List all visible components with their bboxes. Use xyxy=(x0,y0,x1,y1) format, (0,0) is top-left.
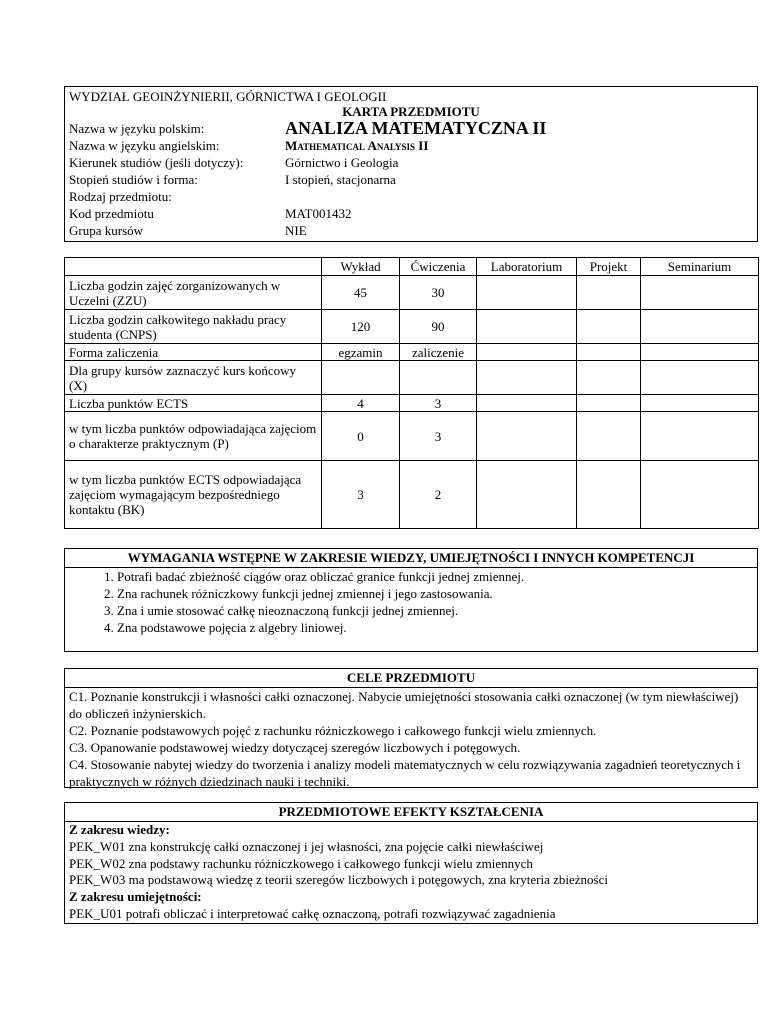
header-row-group xyxy=(69,222,753,239)
requirements-list xyxy=(65,568,757,636)
table-cell xyxy=(577,344,641,361)
column-header: Ćwiczenia xyxy=(400,258,477,276)
table-cell: 2 xyxy=(400,461,477,529)
header-key: Nazwa w języku polskim: xyxy=(69,121,205,136)
header-key: Stopień studiów i forma: xyxy=(69,172,198,187)
table-cell: 90 xyxy=(400,310,477,344)
table-row xyxy=(65,276,759,310)
row-label: Forma zaliczenia xyxy=(65,344,322,361)
header-key: Kod przedmiotu xyxy=(69,206,154,221)
row-label: Liczba godzin zajęć zorganizowanych w Uczelni (ZZU) xyxy=(65,276,322,310)
list-item: 4. Zna podstawowe pojęcia z algebry liniowej. xyxy=(117,619,757,636)
header-key: Nazwa w języku angielskim: xyxy=(69,138,220,153)
table-cell: 3 xyxy=(400,412,477,461)
column-header: Wykład xyxy=(322,258,400,276)
header-key: Grupa kursów xyxy=(69,223,144,238)
row-label: w tym liczba punktów odpowiadająca zajęciom o charakterze praktycznym (P) xyxy=(65,412,322,461)
table-cell xyxy=(477,310,577,344)
row-label: w tym liczba punktów ECTS odpowiadająca zajęciom wymagającym bezpośredniego kontaktu (BK) xyxy=(65,461,322,529)
goals-title: CELE PRZEDMIOTU xyxy=(65,669,757,688)
header-key: Kierunek studiów (jeśli dotyczy): xyxy=(69,155,244,170)
effect-item: PEK_U01 potrafi obliczać i interpretować całkę oznaczoną, potrafi rozwiązywać zagadnienia xyxy=(69,905,556,921)
table-corner-cell xyxy=(65,258,322,276)
table-cell xyxy=(477,344,577,361)
table-cell: 0 xyxy=(322,412,400,461)
header-row-code xyxy=(69,205,753,222)
effects-title: PRZEDMIOTOWE EFEKTY KSZTAŁCENIA xyxy=(65,803,757,822)
table-cell xyxy=(477,461,577,529)
header-row-field xyxy=(69,154,753,171)
table-cell xyxy=(577,412,641,461)
table-cell xyxy=(477,361,577,395)
table-cell: 45 xyxy=(322,276,400,310)
table-cell xyxy=(477,395,577,412)
row-label: Liczba godzin całkowitego nakładu pracy studenta (CNPS) xyxy=(65,310,322,344)
header-row-polish-name xyxy=(69,120,753,137)
table-cell xyxy=(400,361,477,395)
table-cell: 4 xyxy=(322,395,400,412)
table-cell xyxy=(577,276,641,310)
table-cell xyxy=(577,361,641,395)
effects-section xyxy=(64,802,758,924)
effect-item: PEK_W02 zna podstawy rachunku różniczkowego i całkowego funkcji wielu zmiennych xyxy=(69,855,533,871)
course-name-polish: ANALIZA MATEMATYCZNA II xyxy=(285,118,547,138)
course-group: NIE xyxy=(285,223,307,238)
table-cell xyxy=(641,395,759,412)
table-row xyxy=(65,310,759,344)
table-cell xyxy=(577,461,641,529)
course-header-box xyxy=(64,86,758,242)
table-cell xyxy=(577,310,641,344)
table-cell: zaliczenie xyxy=(400,344,477,361)
header-key: Rodzaj przedmiotu: xyxy=(69,189,172,204)
table-header-row xyxy=(65,258,759,276)
requirements-section xyxy=(64,548,758,652)
course-name-english: Mathematical Analysis II xyxy=(285,138,429,153)
goal-item: C2. Poznanie podstawowych pojęć z rachunku różniczkowego i całkowego funkcji wielu zmiennych. xyxy=(69,723,597,738)
skills-heading: Z zakresu umiejętności: xyxy=(69,889,202,905)
column-header: Projekt xyxy=(577,258,641,276)
list-item: 3. Zna i umie stosować całkę nieoznaczoną funkcji jednej zmiennej. xyxy=(117,602,757,619)
hours-table xyxy=(64,257,759,529)
course-code: MAT001432 xyxy=(285,206,352,221)
list-item: 1. Potrafi badać zbieżność ciągów oraz obliczać granice funkcji jednej zmiennej. xyxy=(117,568,757,585)
table-cell xyxy=(641,310,759,344)
table-cell: 30 xyxy=(400,276,477,310)
table-row xyxy=(65,361,759,395)
table-cell xyxy=(641,276,759,310)
table-cell: 3 xyxy=(322,461,400,529)
card-title: KARTA PRZEDMIOTU xyxy=(342,104,480,119)
knowledge-heading: Z zakresu wiedzy: xyxy=(69,822,170,837)
table-row xyxy=(65,395,759,412)
field-of-study: Górnictwo i Geologia xyxy=(285,155,399,170)
header-row-level xyxy=(69,171,753,188)
table-cell: 3 xyxy=(400,395,477,412)
goal-item: C4. Stosowanie nabytej wiedzy do tworzenia i analizy modeli matematycznych w celu rozwiązywania zagadnień teoretycznych i praktycznych w różnych dziedzinach nauki i techniki. xyxy=(69,757,741,789)
table-cell xyxy=(641,412,759,461)
table-cell: 120 xyxy=(322,310,400,344)
column-header: Laboratorium xyxy=(477,258,577,276)
goal-item: C3. Opanowanie podstawowej wiedzy dotyczącej szeregów liczbowych i potęgowych. xyxy=(69,740,521,755)
faculty-name: WYDZIAŁ GEOINŻYNIERII, GÓRNICTWA I GEOLOGII xyxy=(69,89,387,104)
table-cell xyxy=(577,395,641,412)
table-cell xyxy=(477,276,577,310)
effect-item: PEK_W01 zna konstrukcję całki oznaczonej i jej własności, zna pojęcie całki niewłaściwej xyxy=(69,838,544,854)
goal-item: C1. Poznanie konstrukcji i własności całki oznaczonej. Nabycie umiejętności stosowania całki oznaczonej (w tym niewłaściwej) do obliczeń inżynierskich. xyxy=(69,689,739,721)
list-item: 2. Zna rachunek różniczkowy funkcji jednej zmiennej i jego zastosowania. xyxy=(117,585,757,602)
header-row-type xyxy=(69,188,753,205)
table-cell xyxy=(641,361,759,395)
effect-item: PEK_W03 ma podstawową wiedzę z teorii szeregów liczbowych i potęgowych, zna kryteria zbieżności xyxy=(69,872,608,888)
requirements-title: WYMAGANIA WSTĘPNE W ZAKRESIE WIEDZY, UMIEJĘTNOŚCI I INNYCH KOMPETENCJI xyxy=(65,549,757,568)
table-row xyxy=(65,412,759,461)
row-label: Dla grupy kursów zaznaczyć kurs końcowy (X) xyxy=(65,361,322,395)
study-level: I stopień, stacjonarna xyxy=(285,172,396,187)
row-label: Liczba punktów ECTS xyxy=(65,395,322,412)
table-cell: egzamin xyxy=(322,344,400,361)
table-cell xyxy=(641,461,759,529)
goals-section xyxy=(64,668,758,788)
table-cell xyxy=(477,412,577,461)
column-header: Seminarium xyxy=(641,258,759,276)
table-cell xyxy=(641,344,759,361)
table-row xyxy=(65,461,759,529)
table-cell xyxy=(322,361,400,395)
table-row xyxy=(65,344,759,361)
header-row-english-name xyxy=(69,137,753,154)
